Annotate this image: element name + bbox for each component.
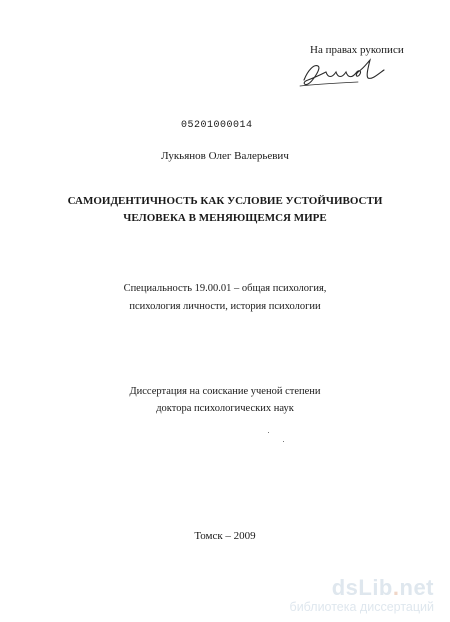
title-line-1: САМОИДЕНТИЧНОСТЬ КАК УСЛОВИЕ УСТОЙЧИВОСТИ <box>67 195 383 207</box>
title-line-2: ЧЕЛОВЕКА В МЕНЯЮЩЕМСЯ МИРЕ <box>123 212 327 224</box>
specialty <box>0 280 450 316</box>
handwritten-signature <box>298 56 386 90</box>
scan-speck <box>268 432 269 433</box>
watermark-logo-right: net <box>399 575 434 600</box>
degree-line-2: доктора психологических наук <box>156 403 294 414</box>
document-code: 05201000014 <box>181 120 253 131</box>
watermark <box>290 576 434 614</box>
author-name: Лукьянов Олег Валерьевич <box>161 150 289 162</box>
watermark-logo-left: dsLib <box>331 575 393 600</box>
city-year: Томск – 2009 <box>194 530 256 542</box>
degree-statement <box>0 383 450 417</box>
specialty-line-1: Специальность 19.00.01 – общая психология, <box>123 283 327 294</box>
degree-line-1: Диссертация на соискание ученой степени <box>129 386 321 397</box>
specialty-line-2: психология личности, история психологии <box>129 301 321 312</box>
watermark-logo <box>290 576 434 600</box>
watermark-logo-dot: . <box>392 575 400 600</box>
scan-speck <box>283 441 284 442</box>
rights-note: На правах рукописи <box>310 44 404 56</box>
watermark-subtitle: библиотека диссертаций <box>289 600 434 614</box>
dissertation-title <box>0 193 450 227</box>
